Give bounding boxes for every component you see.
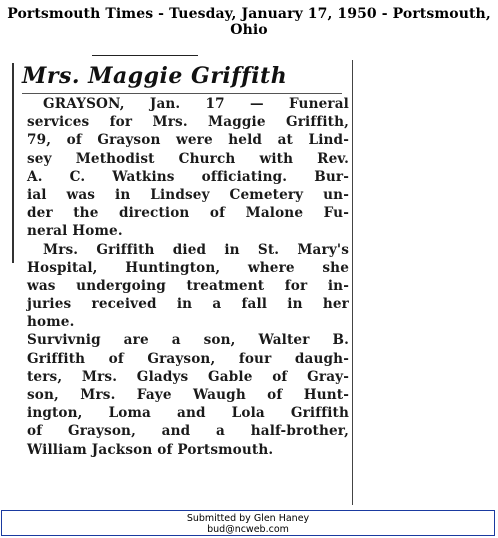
article-line: der the direction of Malone Fu- (27, 205, 349, 222)
submission-credit-box (1, 510, 495, 536)
article-line: son, Mrs. Faye Waugh of Hunt- (27, 387, 349, 403)
article-line: Mrs. Griffith died in St. Mary's (43, 241, 349, 258)
article-line: juries received in a fall in her (27, 296, 349, 313)
article-line: GRAYSON, Jan. 17 — Funeral (43, 96, 349, 112)
clipping-left-edge (12, 63, 14, 263)
email-text: bud@ncweb.com (207, 524, 289, 535)
article-line: ial was in Lindsey Cemetery un- (27, 186, 349, 203)
obituary-headline: Mrs. Maggie Griffith (22, 63, 288, 89)
article-line: 79, of Grayson were held at Lind- (27, 132, 349, 149)
obituary-body (27, 95, 349, 459)
article-line: sey Methodist Church with Rev. (27, 150, 349, 167)
clipping-top-edge (92, 55, 198, 56)
article-line: of Grayson, and a half-brother, (27, 423, 349, 440)
article-line: ington, Loma and Lola Griffith (27, 405, 349, 422)
submitted-by-text: Submitted by Glen Haney (186, 513, 310, 524)
article-line: services for Mrs. Maggie Griffith, (27, 114, 349, 131)
article-line: A. C. Watkins officiating. Bur- (27, 168, 349, 185)
article-line: William Jackson of Portsmouth. (27, 441, 274, 458)
article-line: Griffith of Grayson, four daugh- (27, 350, 349, 367)
page-title: Portsmouth Times - Tuesday, January 17, 1950 - Portsmouth, Ohio (7, 6, 491, 38)
article-line: Survivnig are a son, Walter B. (27, 332, 349, 349)
clipping-right-edge (352, 60, 353, 505)
article-line: neral Home. (27, 223, 123, 240)
headline-divider (22, 93, 342, 94)
article-line: was undergoing treatment for in- (27, 277, 349, 294)
article-line: ters, Mrs. Gladys Gable of Gray- (27, 368, 349, 385)
newspaper-clipping (12, 55, 354, 510)
article-line: Hospital, Huntington, where she (27, 259, 349, 276)
article-line: home. (27, 314, 75, 331)
